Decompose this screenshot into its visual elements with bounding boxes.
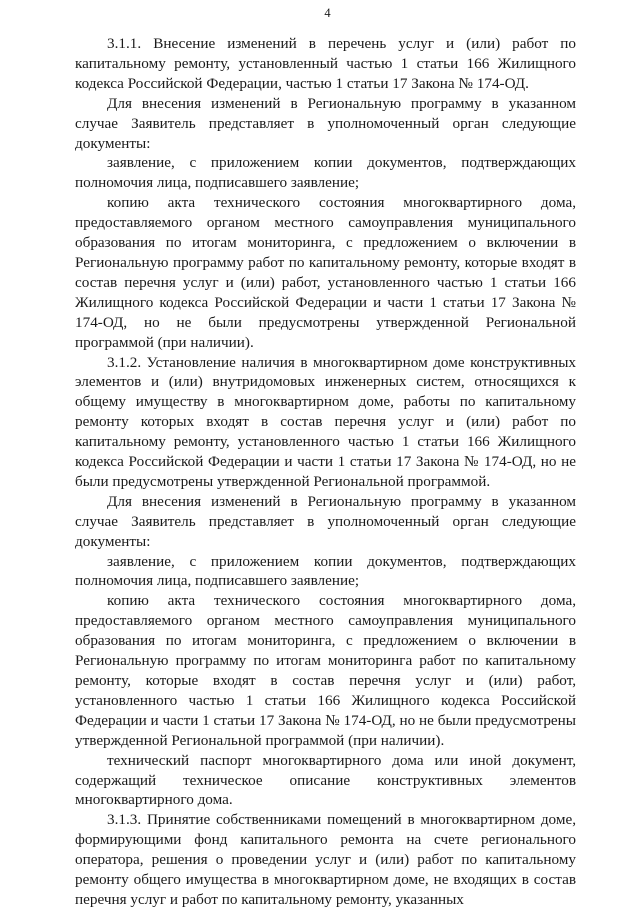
paragraph-technical-passport: технический паспорт многоквартирного дома или иной документ, содержащий техническое описание конструктивных элементов многоквартирного дома. bbox=[75, 751, 576, 809]
paragraph-3-1-2: 3.1.2. Установление наличия в многоквартирном доме конструктивных элементов и (или) внутридомовых инженерных систем, относящихся к общему имуществу в многоквартирном доме, работы по капитальному ремонту которых входят в состав перечня услуг и (или) работ по капитальному ремонту, установленного частью 1 статьи 166 Жилищного кодекса Российской Федерации и части 1 статьи 17 Закона № 174-ОД, но не были предусмотрены утвержденной Региональной программой. bbox=[75, 353, 576, 490]
paragraph-3-1-3: 3.1.3. Принятие собственниками помещений в многоквартирном доме, формирующими фонд капитального ремонта на счете регионального оператора, решения о проведении услуг и (или) работ по капитальному ремонту общего имущества в многоквартирном доме, не входящих в состав перечня услуг и работ по капитальному ремонту, указанных bbox=[75, 811, 576, 908]
paragraph-documents-intro-2: Для внесения изменений в Региональную программу в указанном случае Заявитель представляет в уполномоченный орган следующие документы: bbox=[75, 492, 576, 550]
paragraph-act-copy-2: копию акта технического состояния многоквартирного дома, предоставляемого органом местного самоуправления муниципального образования по итогам мониторинга, с предложением о включении в Региональную программу по итогам мониторинга работ по капитальному ремонту, которые входят в состав перечня услуг и (или) работ, установленного частью 1 статьи 166 Жилищного кодекса Российской Федерации и части 1 статьи 17 Закона № 174-ОД, но не были предусмотрены утвержденной Региональной программой (при наличии). bbox=[75, 592, 576, 749]
paragraph-act-copy: копию акта технического состояния многоквартирного дома, предоставляемого органом местного самоуправления муниципального образования по итогам мониторинга, с предложением о включении в Региональную программу работ по капитальному ремонту, которые входят в состав перечня услуг и (или) работ, установленного частью 1 статьи 166 Жилищного кодекса Российской Федерации и части 1 статьи 17 Закона № 174-ОД, но не были предусмотрены утвержденной Региональной программой (при наличии). bbox=[75, 194, 576, 351]
paragraph-3-1-1: 3.1.1. Внесение изменений в перечень услуг и (или) работ по капитальному ремонту, установленный частью 1 статьи 166 Жилищного кодекса Российской Федерации, частью 1 статьи 17 Закона № 174-ОД. bbox=[75, 35, 576, 92]
page-number: 4 bbox=[324, 6, 331, 20]
paragraph-documents-intro: Для внесения изменений в Региональную программу в указанном случае Заявитель представляет в уполномоченный орган следующие документы: bbox=[75, 94, 576, 152]
paragraph-application-2: заявление, с приложением копии документов, подтверждающих полномочия лица, подписавшего заявление; bbox=[75, 552, 576, 590]
paragraph-application: заявление, с приложением копии документов, подтверждающих полномочия лица, подписавшего заявление; bbox=[75, 154, 576, 192]
